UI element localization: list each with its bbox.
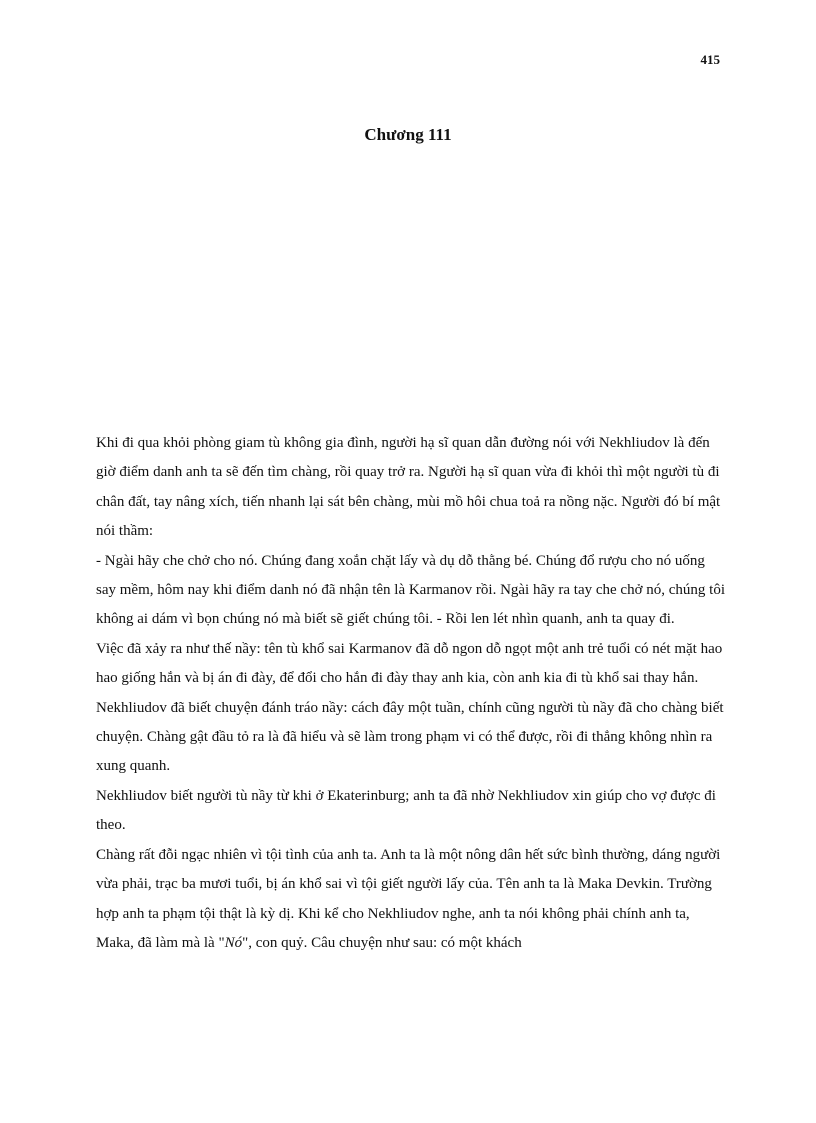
paragraph: Việc đã xảy ra như thế nầy: tên tù khổ sai Karmanov đã dỗ ngon dỗ ngọt một anh trẻ tuổi có nét mặt hao hao giống hắn và bị án đi đày, để đổi cho hắn đi đày thay anh kia, còn anh kia đi tù khổ sai thay hắn. bbox=[96, 640, 723, 687]
paragraph: Nekhliudov đã biết chuyện đánh tráo nầy: cách đây một tuần, chính cũng người tù nầy đã cho chàng biết chuyện. Chàng gật đầu tỏ ra là đã hiểu và sẽ làm trong phạm vi có thể được, rồi đi thẳng không nhìn ra xung quanh. bbox=[96, 699, 724, 775]
paragraph: Khi đi qua khỏi phòng giam tù không gia đình, người hạ sĩ quan dẫn đường nói với Nekhliudov là đến giờ điểm danh anh ta sẽ đến tìm chàng, rồi quay trở ra. Người hạ sĩ quan vừa đi khỏi thì một người tù đi chân đất, tay nâng xích, tiến nhanh lại sát bên chàng, mùi mồ hôi chua toả ra nồng nặc. Người đó bí mật nói thầm: bbox=[96, 435, 721, 540]
paragraph: - Ngài hãy che chở cho nó. Chúng đang xoắn chặt lấy và dụ dỗ thằng bé. Chúng đổ rượu cho nó uống say mềm, hôm nay khi điểm danh nó đã nhận tên là Karmanov rồi. Ngài hãy ra tay che chở nó, chúng tôi không ai dám vì bọn chúng nó mà biết sẽ giết chúng tôi. - Rồi len lét nhìn quanh, anh ta quay đi. bbox=[96, 552, 726, 628]
paragraph: Nekhliudov biết người tù nầy từ khi ở Ekaterinburg; anh ta đã nhờ Nekhliudov xin giúp cho vợ được đi theo. bbox=[96, 787, 716, 834]
body-text bbox=[96, 429, 726, 958]
page-number: 415 bbox=[700, 52, 720, 67]
paragraph bbox=[96, 841, 726, 959]
paragraph-text: Chàng rất đỗi ngạc nhiên vì tội tình của anh ta. Anh ta là một nông dân hết sức bình thường, dáng người vừa phải, trạc ba mươi tuổi, bị án khổ sai vì tội giết người lấy của. Tên anh ta là Maka Devkin. Trường hợp anh ta phạm tội thật là kỳ dị. Khi kể cho Nekhliudov nghe, anh ta nói không phải chính anh ta, Maka, đã làm mà là " bbox=[96, 846, 721, 951]
emphasis-text: Nó bbox=[224, 934, 243, 951]
chapter-title: Chương 111 bbox=[364, 125, 452, 144]
paragraph-text: ", con quỷ. Câu chuyện như sau: có một khách bbox=[242, 934, 522, 951]
